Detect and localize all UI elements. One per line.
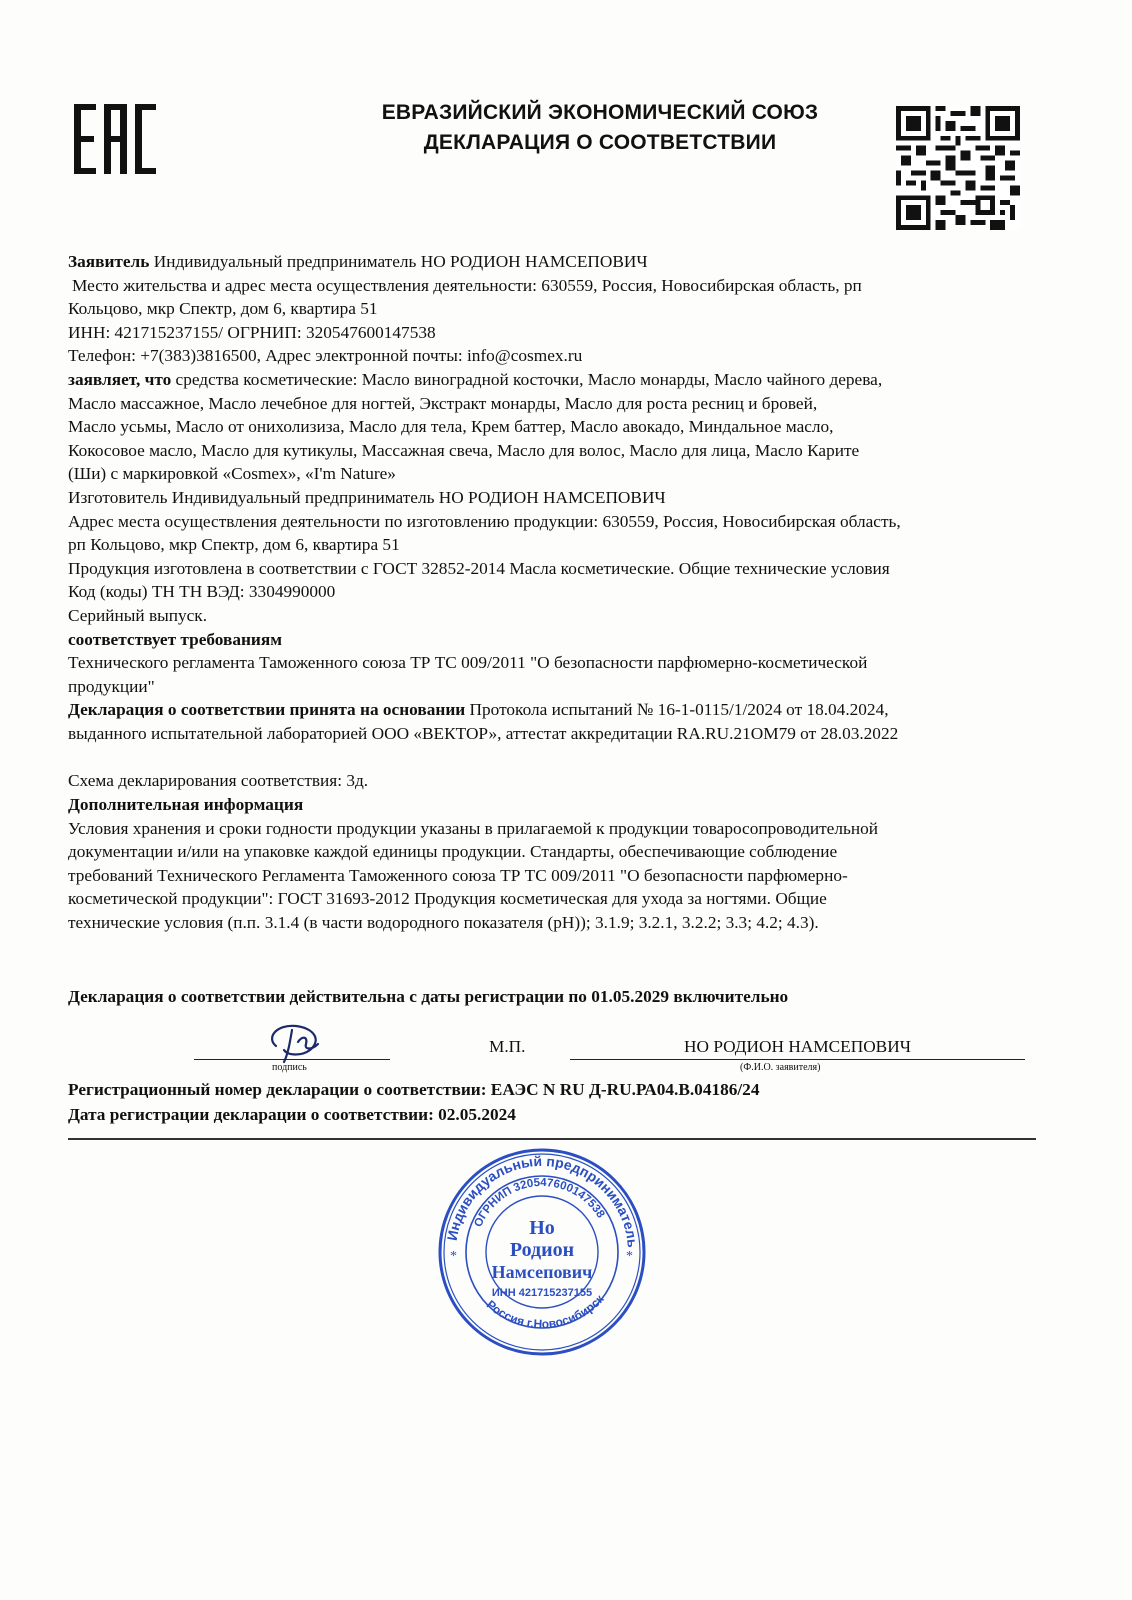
- stamp-place-label: М.П.: [489, 1037, 526, 1056]
- applicant-line: [68, 250, 1048, 274]
- seal-city-text: Россия г.Новосибирск: [483, 1291, 607, 1332]
- scheme: Схема декларирования соответствия: 3д.: [68, 771, 369, 791]
- divider: [68, 1138, 1036, 1140]
- seal-star-right: *: [626, 1249, 633, 1264]
- signature-caption: подпись: [272, 1062, 307, 1073]
- seal-star-left: *: [450, 1249, 457, 1264]
- round-seal: [436, 1146, 648, 1358]
- additional-heading: Дополнительная информация: [68, 795, 304, 815]
- registration-date: Дата регистрации декларации о соответствии: 02.05.2024: [68, 1105, 516, 1124]
- declares-line-5: (Ши) с маркировкой «Cosmex», «I'm Nature»: [68, 464, 396, 484]
- signature-scribble: [262, 1020, 332, 1064]
- additional-line-4: косметической продукции": ГОСТ 31693-2012 Продукция косметическая для ухода за ногтями. Общие: [68, 889, 827, 909]
- applicant-value: Индивидуальный предприниматель НО РОДИОН НАМСЕПОВИЧ: [149, 252, 648, 271]
- seal-name-1: Но: [529, 1217, 555, 1239]
- declares-line-1: [68, 368, 1048, 392]
- additional-line-1: Условия хранения и сроки годности продукции указаны в прилагаемой к продукции товаросопроводительной: [68, 818, 878, 838]
- basis-line-1: [68, 698, 1048, 722]
- header-title: ДЕКЛАРАЦИЯ О СООТВЕТСТВИИ: [423, 131, 777, 154]
- declares-line-4: Кокосовое масло, Масло для кутикулы, Массажная свеча, Масло для волос, Масло для лица, Масло Карите: [68, 440, 860, 460]
- applicant-label: Заявитель: [68, 252, 150, 271]
- document-header: [300, 98, 900, 158]
- requirements-heading: соответствует требованиям: [68, 629, 283, 649]
- requirements-label: [68, 628, 1048, 652]
- basis-line-2: выданного испытательной лабораторией ООО «ВЕКТОР», аттестат аккредитации RA.RU.21ОМ79 от 28.03.2022: [68, 723, 899, 743]
- name-caption: (Ф.И.О. заявителя): [740, 1062, 821, 1073]
- product-batch: Серийный выпуск.: [68, 605, 208, 625]
- registration-number: Регистрационный номер декларации о соответствии: ЕАЭС N RU Д-RU.РА04.В.04186/24: [68, 1080, 760, 1099]
- product-standard: Продукция изготовлена в соответствии с ГОСТ 32852-2014 Масла косметические. Общие технические условия: [68, 558, 890, 578]
- seal-name-2: Родион: [509, 1239, 575, 1261]
- requirements-line-1: Технического регламента Таможенного союза ТР ТС 009/2011 "О безопасности парфюмерно-косметической: [68, 653, 868, 673]
- applicant-address-1: Место жительства и адрес места осуществления деятельности: 630559, Россия, Новосибирская область, рп: [72, 275, 862, 295]
- manufacturer-line-3: рп Кольцово, мкр Спектр, дом 6, квартира 51: [68, 535, 400, 555]
- seal-name-3: Намсепович: [491, 1262, 593, 1282]
- name-line: [570, 1059, 1025, 1060]
- additional-line-3: требований Технического Регламента Таможенного союза ТР ТС 009/2011 "О безопасности парфюмерно-: [68, 865, 848, 885]
- manufacturer-line-1: Изготовитель Индивидуальный предприниматель НО РОДИОН НАМСЕПОВИЧ: [68, 487, 666, 507]
- seal-inn: ИНН 421715237155: [491, 1287, 593, 1299]
- header-union: ЕВРАЗИЙСКИЙ ЭКОНОМИЧЕСКИЙ СОЮЗ: [381, 101, 819, 124]
- seal-ogrnip-text: ОГРНИП 320547600147538: [472, 1176, 607, 1229]
- seal-outer-text: Индивидуальный предприниматель: [443, 1152, 641, 1249]
- declares-label: заявляет, что: [68, 369, 172, 389]
- signature-line: [194, 1059, 390, 1060]
- requirements-line-2: продукции": [68, 676, 155, 696]
- applicant-address-2: Кольцово, мкр Спектр, дом 6, квартира 51: [68, 299, 378, 319]
- declaration-body: [68, 250, 1048, 935]
- declares-line-3: Масло усьмы, Масло от онихолизиза, Масло для тела, Крем баттер, Масло авокадо, Миндальное масло,: [68, 417, 834, 437]
- additional-line-5: технические условия (п.п. 3.1.4 (в части водородного показателя (pH)); 3.1.9; 3.2.1, 3.2.2; 3.3; 4.2; 4.3).: [68, 913, 819, 933]
- signatory-name: НО РОДИОН НАМСЕПОВИЧ: [684, 1037, 911, 1056]
- product-code: Код (коды) ТН ТН ВЭД: 3304990000: [68, 582, 336, 602]
- validity-statement: Декларация о соответствии действительна с даты регистрации по 01.05.2029 включительно: [68, 987, 789, 1006]
- manufacturer-line-2: Адрес места осуществления деятельности по изготовлению продукции: 630559, Россия, Новосибирская область,: [68, 511, 901, 531]
- additional-line-2: документации и/или на упаковке каждой единицы продукции. Стандарты, обеспечивающие соблюдение: [68, 842, 838, 862]
- eac-logo: [74, 104, 156, 174]
- declares-line-2: Масло массажное, Масло лечебное для ногтей, Экстракт монарды, Масло для роста ресниц и бровей,: [68, 393, 818, 413]
- applicant-ids: ИНН: 421715237155/ ОГРНИП: 320547600147538: [68, 322, 436, 342]
- qr-code: [896, 106, 1020, 230]
- applicant-contacts: Телефон: +7(383)3816500, Адрес электронной почты: info@cosmex.ru: [68, 346, 583, 366]
- declares-text-1: средства косметические: Масло виноградной косточки, Масло монарды, Масло чайного дерева,: [171, 369, 883, 389]
- additional-label: [68, 793, 1048, 817]
- basis-label: Декларация о соответствии принята на основании: [68, 700, 466, 720]
- basis-text-1: Протокола испытаний № 16-1-0115/1/2024 от 18.04.2024,: [465, 700, 889, 720]
